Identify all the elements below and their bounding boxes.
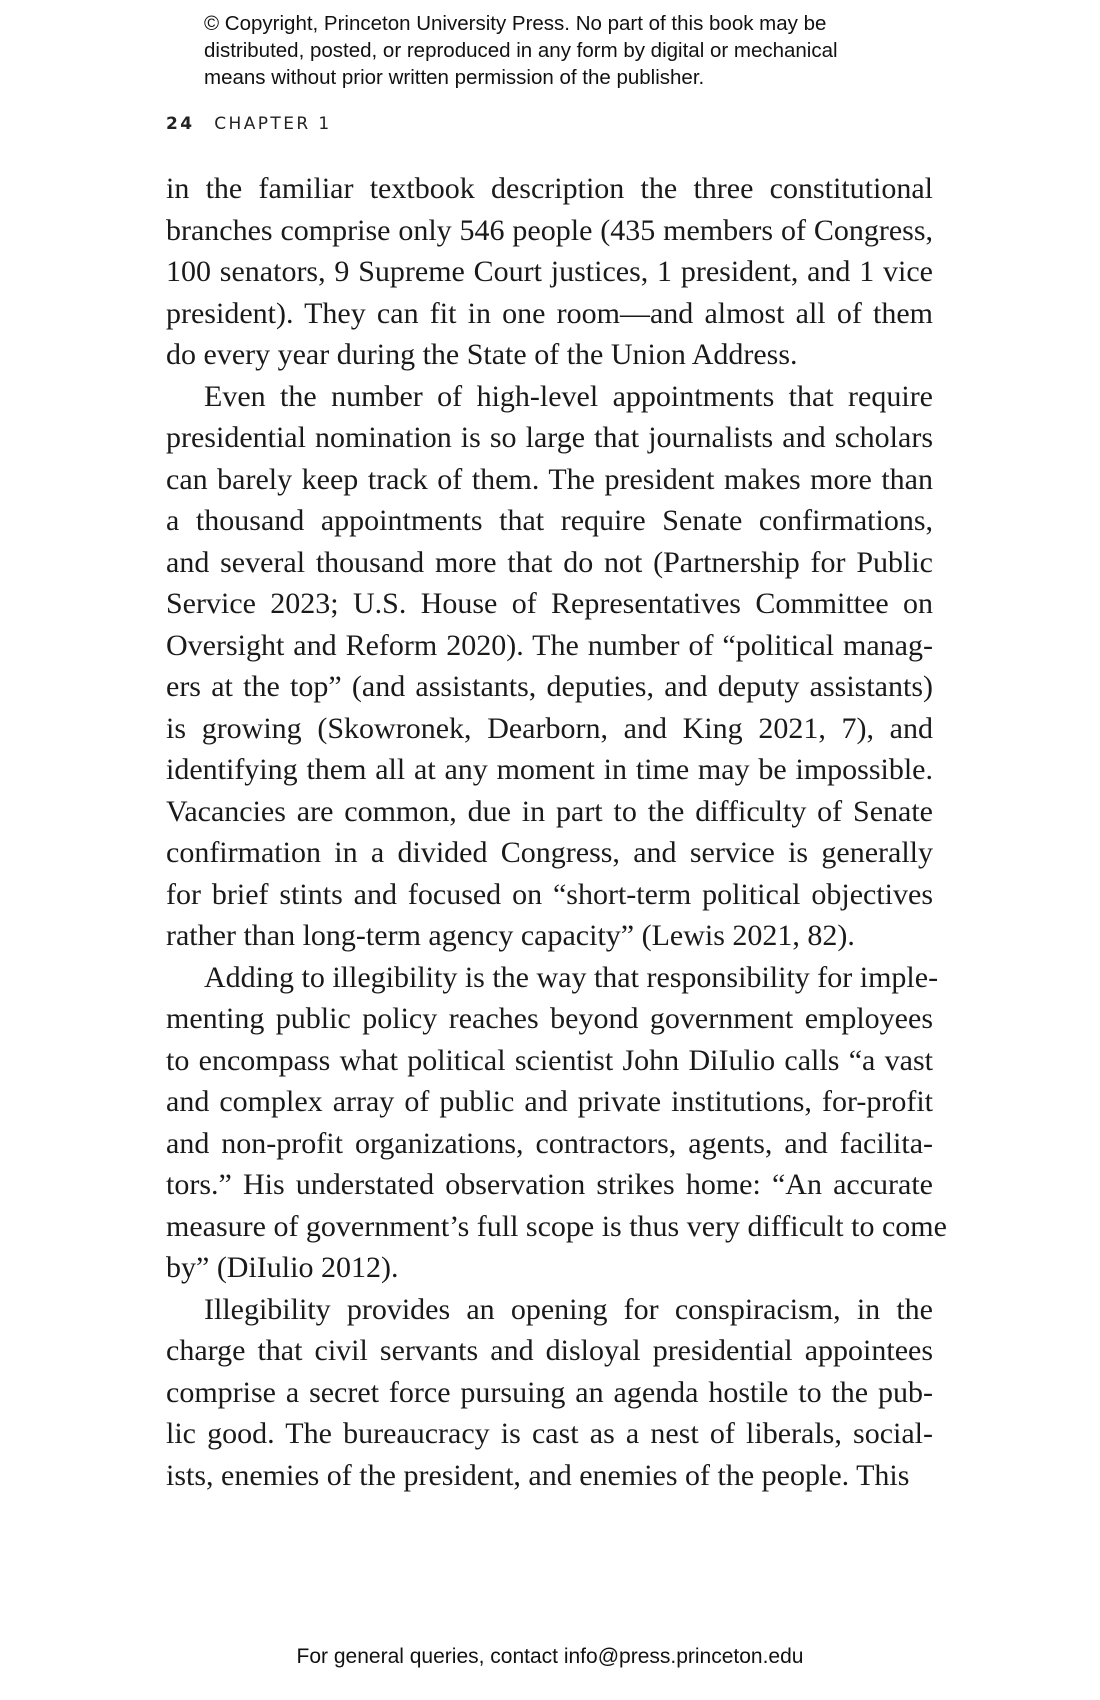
text-line: Service 2023; U.S. House of Representatives Committee on bbox=[166, 587, 933, 620]
body-text bbox=[166, 168, 947, 1496]
text-line: and non-profit organizations, contractors, agents, and facilita- bbox=[166, 1126, 933, 1160]
text-line: identifying them all at any moment in time may be impossible. bbox=[166, 753, 933, 786]
text-line: Adding to illegibility is the way that responsibility for imple- bbox=[204, 960, 939, 994]
text-line: Illegibility provides an opening for conspiracism, in the bbox=[204, 1292, 933, 1326]
text-line: Oversight and Reform 2020). The number of “political manag- bbox=[166, 628, 933, 662]
footer-contact: For general queries, contact info@press.princeton.edu bbox=[296, 1645, 804, 1668]
paragraph bbox=[166, 376, 933, 957]
text-line: ists, enemies of the president, and enemies of the people. This bbox=[166, 1458, 910, 1492]
chapter-label: CHAPTER 1 bbox=[214, 114, 332, 134]
text-line: 100 senators, 9 Supreme Court justices, 1 president, and 1 vice bbox=[166, 255, 933, 288]
text-line: Even the number of high-level appointments that require bbox=[204, 379, 933, 413]
text-line: is growing (Skowronek, Dearborn, and King 2021, 7), and bbox=[166, 711, 933, 745]
text-line: ers at the top” (and assistants, deputies, and deputy assistants) bbox=[166, 670, 933, 703]
text-line: charge that civil servants and disloyal presidential appointees bbox=[166, 1334, 933, 1367]
copyright-line: © Copyright, Princeton University Press. No part of this book may be bbox=[204, 12, 827, 35]
copyright-line: distributed, posted, or reproduced in any form by digital or mechanical bbox=[204, 39, 838, 62]
text-line: can barely keep track of them. The president makes more than bbox=[166, 462, 933, 496]
text-line: in the familiar textbook description the three constitutional bbox=[166, 172, 933, 205]
text-line: branches comprise only 546 people (435 members of Congress, bbox=[166, 213, 933, 247]
page-number: 24 bbox=[166, 114, 195, 134]
text-line: menting public policy reaches beyond government employees bbox=[166, 1002, 933, 1035]
text-line: by” (DiIulio 2012). bbox=[166, 1251, 399, 1284]
text-line: to encompass what political scientist John DiIulio calls “a vast bbox=[166, 1043, 933, 1077]
text-line: and several thousand more that do not (Partnership for Public bbox=[166, 545, 933, 579]
paragraph bbox=[166, 957, 947, 1289]
text-line: for brief stints and focused on “short-term political objectives bbox=[166, 877, 933, 911]
text-line: comprise a secret force pursuing an agenda hostile to the pub- bbox=[166, 1375, 933, 1409]
paragraph bbox=[166, 1289, 933, 1497]
text-line: Vacancies are common, due in part to the difficulty of Senate bbox=[166, 794, 933, 828]
paragraph bbox=[166, 168, 933, 376]
text-line: rather than long-term agency capacity” (Lewis 2021, 82). bbox=[166, 919, 855, 952]
text-line: president). They can fit in one room—and almost all of them bbox=[166, 296, 933, 330]
running-head bbox=[166, 114, 332, 134]
text-line: tors.” His understated observation strikes home: “An accurate bbox=[166, 1168, 933, 1201]
text-line: and complex array of public and private institutions, for-profit bbox=[166, 1085, 933, 1118]
text-line: measure of government’s full scope is thus very difficult to come bbox=[166, 1209, 947, 1243]
text-line: do every year during the State of the Union Address. bbox=[166, 338, 798, 371]
copyright-notice bbox=[204, 10, 964, 91]
text-line: presidential nomination is so large that journalists and scholars bbox=[166, 421, 933, 454]
copyright-line: means without prior written permission of the publisher. bbox=[204, 66, 705, 89]
text-line: a thousand appointments that require Senate confirmations, bbox=[166, 504, 933, 537]
text-line: confirmation in a divided Congress, and service is generally bbox=[166, 836, 933, 869]
text-line: lic good. The bureaucracy is cast as a nest of liberals, social- bbox=[166, 1417, 933, 1450]
